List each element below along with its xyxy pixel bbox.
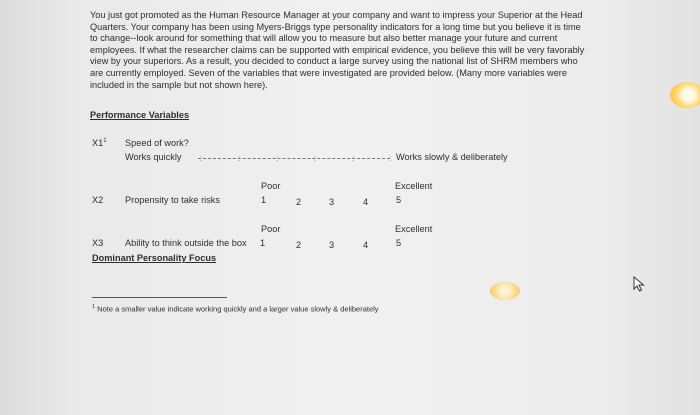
light-glare-small <box>490 282 520 300</box>
x2-scale-4: 4 <box>363 197 369 207</box>
x3-scale-1: 1 <box>260 238 266 248</box>
footnote: $^1$ Note a smaller value indicate working quickly and a larger value slowly & deliberately <box>92 304 379 314</box>
light-glare <box>670 82 700 108</box>
footnote-rule <box>92 297 227 298</box>
x2-scale-3: 3 <box>329 197 335 207</box>
dominant-personality-title: Dominant Personality Focus <box>92 253 217 263</box>
x2-scale-2: 2 <box>296 197 302 207</box>
x3-question: Ability to think outside the box <box>125 238 247 248</box>
x3-scale-2: 2 <box>296 240 302 250</box>
x3-scale-5: 5 <box>396 238 402 248</box>
x3-scale-3: 3 <box>329 240 335 250</box>
x1-right-anchor: Works slowly & deliberately <box>396 152 508 162</box>
x3-scale-4: 4 <box>363 240 369 250</box>
x1-left-anchor: Works quickly <box>125 152 182 162</box>
x1-question: Speed of work? <box>125 138 189 148</box>
x2-high-anchor: Excellent <box>395 181 433 191</box>
x2-scale-5: 5 <box>396 195 402 205</box>
x2-question: Propensity to take risks <box>125 195 220 205</box>
x2-scale-1: 1 <box>261 195 267 205</box>
x3-low-anchor: Poor <box>261 224 281 234</box>
intro-paragraph: You just got promoted as the Human Resource Manager at your company and want to impress your Superior at the Head Quarters. Your company has been using Myers-Briggs type personality indicators for a long time but you believe it is time to change--look around for something that will allow you to measure but also better manage your future and current employees. If what the researcher claims can be supported with empirical evidence, you believe this will be very favorably view by your superiors. As a result, you decided to conduct a large survey using the national list of SHRM members who are currently employed. Seven of the variables that were investigated are provided below. (Many more variables were included in the sample but not shown here). <box>90 10 585 90</box>
x1-label: $X1^1$ <box>92 138 107 149</box>
section-title: Performance Variables <box>90 110 190 120</box>
x2-low-anchor: Poor <box>261 181 281 191</box>
x2-label: X2 <box>92 195 104 205</box>
x3-high-anchor: Excellent <box>395 224 433 234</box>
mouse-pointer-icon <box>632 276 646 292</box>
x1-rating-line: : : : : : : <box>200 154 392 163</box>
x3-label: X3 <box>92 238 104 248</box>
